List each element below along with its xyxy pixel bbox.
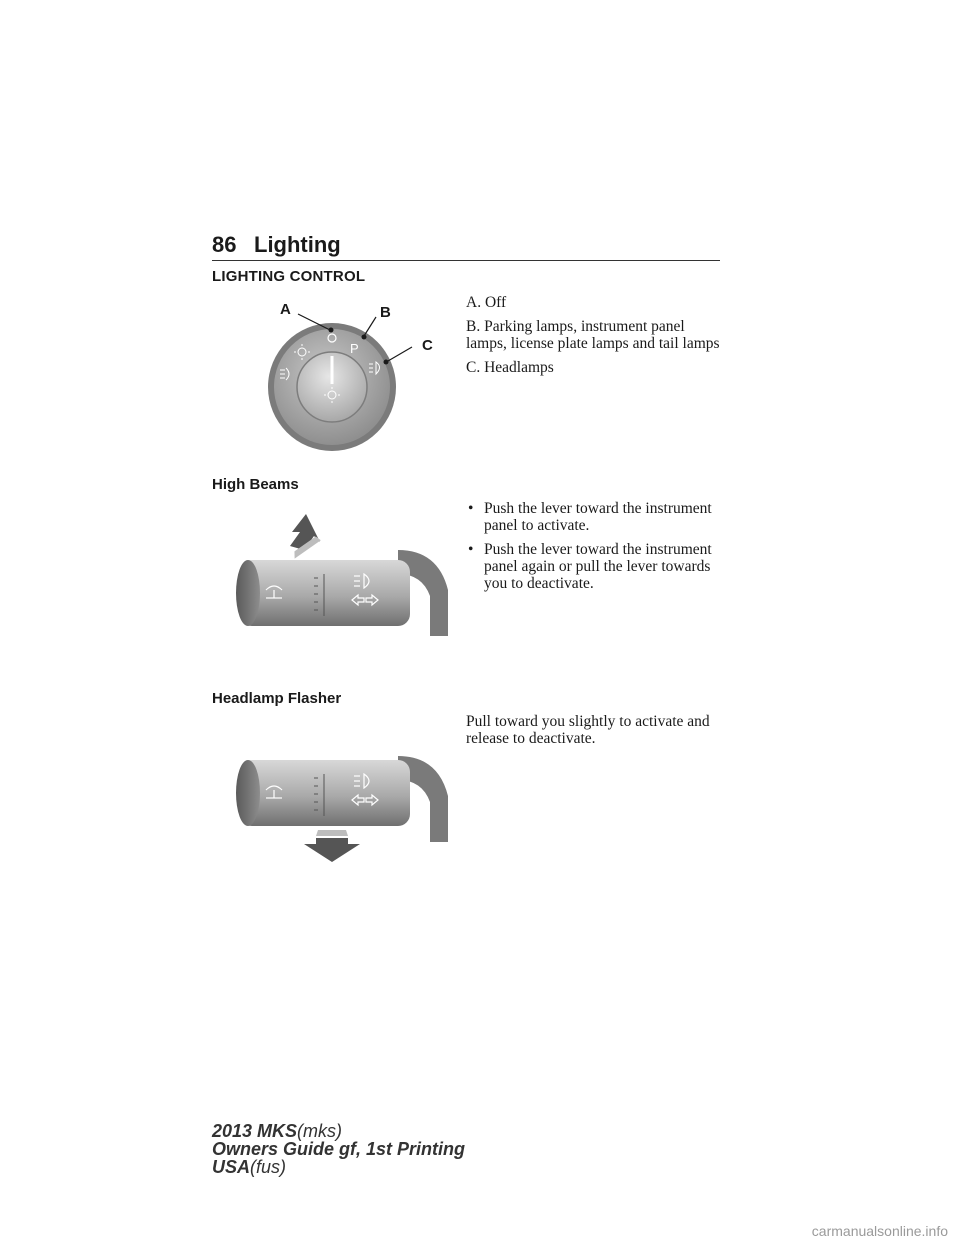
document-footer: [212, 1122, 465, 1176]
callout-line-b: [364, 317, 376, 336]
lever-body[interactable]: [240, 560, 410, 626]
callout-label-c: C: [422, 337, 433, 354]
page-number: 86: [212, 232, 237, 257]
high-beams-bullet-deactivate: • Push the lever toward the instrument panel again or pull the lever towards you to deactivate.: [468, 541, 712, 592]
parking-lamp-p-icon: P: [350, 341, 359, 356]
lighting-control-dial-illustration: [250, 292, 450, 472]
bullet-dot: •: [468, 500, 474, 517]
callout-dot-a: [329, 328, 334, 333]
chapter-title: Lighting: [254, 232, 341, 257]
callout-label-b: B: [380, 304, 391, 321]
high-beams-bullet-activate: • Push the lever toward the instrument panel to activate.: [468, 500, 712, 534]
header-rule: [212, 260, 720, 261]
section-heading-headlamp-flasher: Headlamp Flasher: [212, 690, 342, 707]
callout-dot-c: [384, 360, 389, 365]
section-heading-lighting-control: LIGHTING CONTROL: [212, 268, 366, 285]
callout-label-a: A: [280, 301, 291, 318]
footer-line-printing: Owners Guide gf, 1st Printing: [212, 1139, 466, 1159]
push-forward-arrow-icon: [290, 514, 321, 559]
section-heading-high-beams: High Beams: [212, 476, 299, 493]
item-a-off: A. Off: [466, 294, 507, 311]
item-c-headlamps: C. Headlamps: [466, 359, 554, 376]
headlamp-flasher-text: Pull toward you slightly to activate and release to deactivate.: [466, 713, 710, 747]
lever-end-cap: [236, 760, 260, 826]
site-watermark: carmanualsonline.info: [811, 1223, 948, 1239]
item-b-parking-lamps: B. Parking lamps, instrument panel lamps, license plate lamps and tail lamps: [466, 318, 720, 352]
callout-line-c: [388, 347, 412, 361]
pull-toward-arrow-icon: [304, 830, 360, 862]
footer-line-model: 2013 MKS(mks): [212, 1121, 343, 1141]
callout-dot-b: [362, 335, 367, 340]
dial-pointer: [331, 356, 334, 384]
high-beams-instructions: [466, 500, 728, 599]
lever-body[interactable]: [240, 760, 410, 826]
lever-end-cap: [236, 560, 260, 626]
high-beams-lever-illustration: [228, 514, 452, 640]
lighting-control-descriptions: [466, 294, 726, 383]
headlamp-flasher-lever-illustration: [228, 740, 452, 866]
bullet-dot: •: [468, 541, 474, 558]
footer-line-market: USA(fus): [212, 1157, 287, 1177]
